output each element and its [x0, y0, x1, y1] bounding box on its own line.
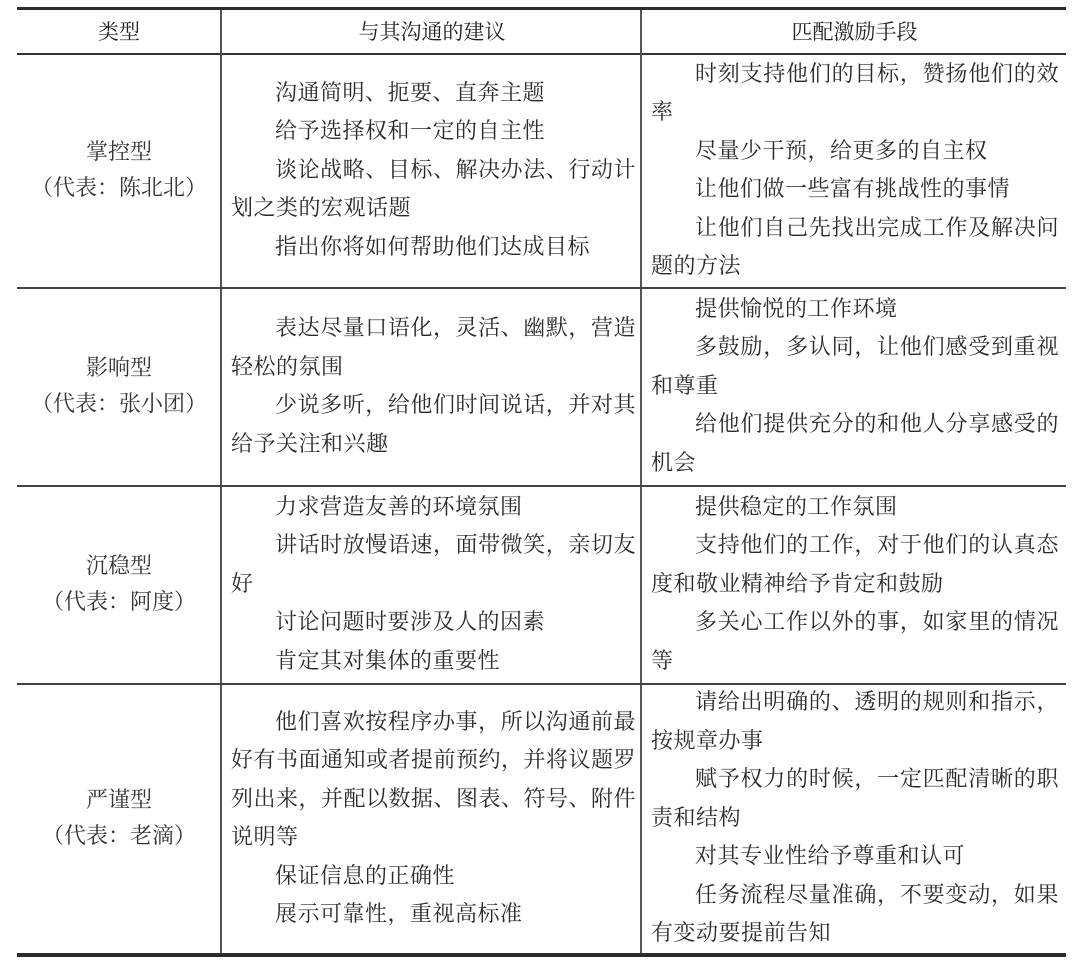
- communication-item: 讲话时放慢语速，面带微笑，亲切友好: [231, 533, 636, 597]
- incentives-cell: [651, 685, 1059, 953]
- incentive-item: 给他们提供充分的和他人分享感受的机会: [651, 412, 1059, 476]
- communication-item: 给予选择权和一定的自主性: [275, 119, 546, 145]
- incentive-item: 时刻支持他们的目标，赞扬他们的效率: [651, 61, 1059, 125]
- communication-item: 肯定其对集体的重要性: [275, 648, 501, 674]
- type-cell: [17, 685, 221, 953]
- communication-item: 力求营造友善的环境氛围: [275, 494, 523, 520]
- type-cell: [17, 289, 221, 485]
- communication-item: 谈论战略、目标、解决办法、行动计划之类的宏观话题: [231, 157, 636, 222]
- incentives-cell: [651, 289, 1059, 485]
- incentive-item: 让他们做一些富有挑战性的事情: [695, 177, 1011, 202]
- incentive-item: 提供稳定的工作氛围: [695, 494, 898, 520]
- communication-item: 保证信息的正确性: [275, 863, 456, 889]
- type-cell: [17, 55, 221, 287]
- communication-item: 展示可靠性，重视高标准: [275, 902, 523, 927]
- incentive-item: 提供愉悦的工作环境: [695, 296, 898, 322]
- type-name: 掌控型: [85, 140, 152, 165]
- table-row: [17, 289, 1066, 485]
- type-representative: （代表：陈北北）: [30, 176, 207, 201]
- incentive-item: 支持他们的工作，对于他们的认真态度和敬业精神给予肯定和鼓励: [651, 533, 1059, 597]
- table-bottom-rule: [17, 953, 1066, 957]
- header-type: 类型: [98, 20, 140, 44]
- type-name: 严谨型: [85, 788, 152, 813]
- header-communication: 与其沟通的建议: [358, 20, 506, 44]
- type-representative: （代表：阿度）: [41, 590, 196, 615]
- communication-item: 讨论问题时要涉及人的因素: [275, 610, 546, 636]
- type-representative: （代表：老滴）: [41, 824, 196, 849]
- table-row: [17, 487, 1066, 683]
- incentives-cell: [651, 487, 1059, 683]
- communication-cell: [231, 487, 636, 683]
- communication-item: 他们喜欢按程序办事，所以沟通前最好有书面通知或者提前预约，并将议题罗列出来，并配以数据、图表、符号、附件说明等: [231, 709, 637, 850]
- communication-item: 少说多听，给他们时间说话，并对其给予关注和兴趣: [231, 393, 636, 457]
- incentive-item: 请给出明确的、透明的规则和指示，按规章办事: [651, 690, 1059, 754]
- type-name: 影响型: [85, 356, 152, 381]
- type-name: 沉稳型: [85, 554, 152, 579]
- incentive-item: 多鼓励，多认同，让他们感受到重视和尊重: [651, 335, 1059, 399]
- incentive-item: 对其专业性给予尊重和认可: [695, 844, 966, 870]
- incentive-item: 赋予权力的时候，一定匹配清晰的职责和结构: [651, 767, 1059, 831]
- table-header-row: [17, 10, 1066, 54]
- communication-cell: [231, 55, 636, 287]
- table-row: [17, 55, 1066, 287]
- communication-item: 沟通简明、扼要、直奔主题: [275, 80, 546, 106]
- header-incentives: 匹配激励手段: [791, 20, 918, 44]
- communication-cell: [231, 685, 636, 953]
- incentive-item: 尽量少干预，给更多的自主权: [695, 138, 988, 164]
- incentive-item: 多关心工作以外的事，如家里的情况等: [651, 610, 1059, 674]
- type-cell: [17, 487, 221, 683]
- incentive-item: 让他们自己先找出完成工作及解决问题的方法: [651, 215, 1059, 279]
- table-row: [17, 685, 1066, 953]
- incentives-cell: [651, 55, 1059, 287]
- communication-item: 表达尽量口语化，灵活、幽默，营造轻松的氛围: [231, 316, 636, 380]
- communication-cell: [231, 289, 636, 485]
- communication-item: 指出你将如何帮助他们达成目标: [275, 234, 591, 260]
- incentive-item: 任务流程尽量准确，不要变动，如果有变动要提前告知: [651, 882, 1059, 947]
- type-representative: （代表：张小团）: [30, 392, 207, 417]
